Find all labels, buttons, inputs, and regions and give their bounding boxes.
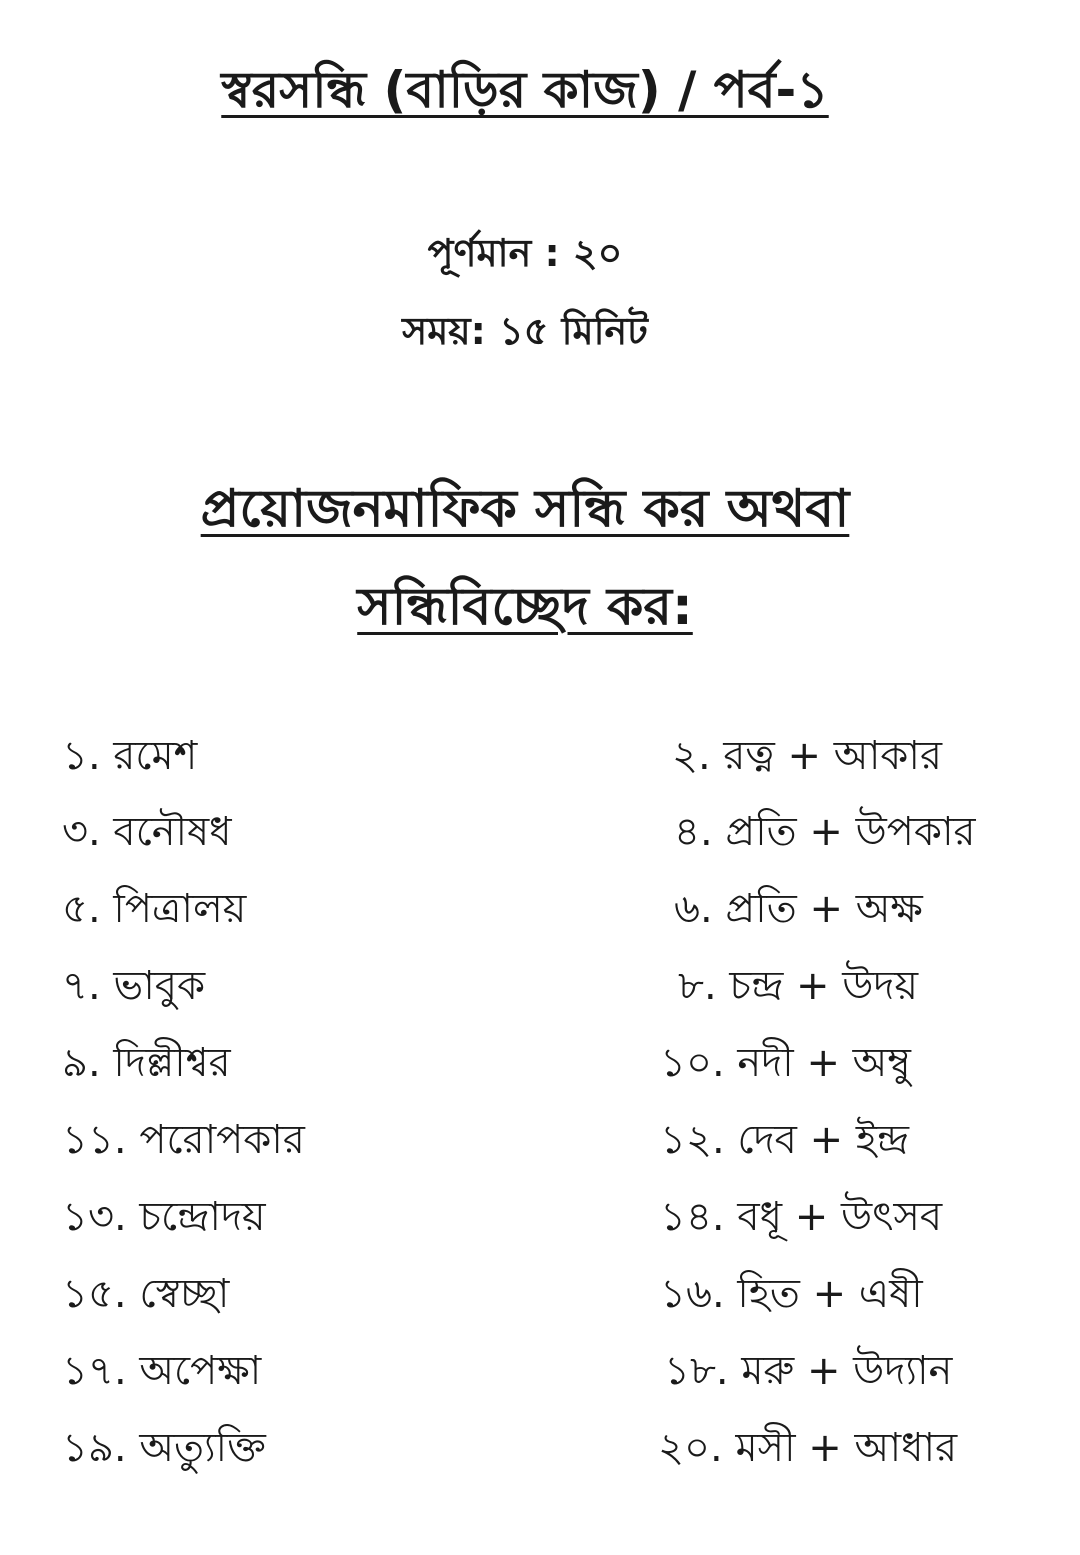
question-item: ১৭. অপেক্ষা [62,1348,262,1394]
question-item: ১৩. চন্দ্রোদয় [62,1194,266,1240]
question-item: ১০. নদী + অম্বু [660,1040,911,1086]
question-item: ৭. ভাবুক [62,963,206,1009]
worksheet-title [0,58,1050,122]
full-marks: পূর্ণমান : ২০ [427,231,623,275]
question-item: ৬. প্রতি + অক্ষ [674,886,923,932]
question-item: ১৫. স্বেচ্ছা [62,1271,230,1317]
question-item: ১. রমেশ [62,733,198,779]
question-item: ১১. পরোপকার [62,1117,305,1163]
question-item: ২. রত্ন + আকার [672,733,942,779]
instruction-line-2: সন্ধিবিচ্ছেদ কর: [357,577,693,637]
question-item: ২০. মসী + আধার [658,1425,958,1471]
question-item: ৪. প্রতি + উপকার [674,809,976,855]
question-item: ৫. পিত্রালয় [62,886,247,932]
question-item: ১৮. মরু + উদ্যান [664,1348,953,1394]
question-item: ৮. চন্দ্র + উদয় [678,963,919,1009]
instruction-line-1: প্রয়োজনমাফিক সন্ধি কর অথবা [200,479,850,539]
question-item: ১৬. হিত + এষী [660,1271,923,1317]
time-limit: সময়: ১৫ মিনিট [402,309,648,353]
question-item: ১২. দেব + ইন্দ্র [660,1117,910,1163]
instruction-heading [0,460,1050,656]
question-item: ৩. বনৌষধ [62,809,232,855]
question-item: ১৪. বধূ + উৎসব [660,1194,943,1240]
question-item: ১৯. অত্যুক্তি [62,1425,266,1471]
question-item: ৯. দিল্লীশ্বর [62,1040,231,1086]
worksheet-title-text: স্বরসন্ধি (বাড়ির কাজ) / পর্ব-১ [221,61,829,119]
